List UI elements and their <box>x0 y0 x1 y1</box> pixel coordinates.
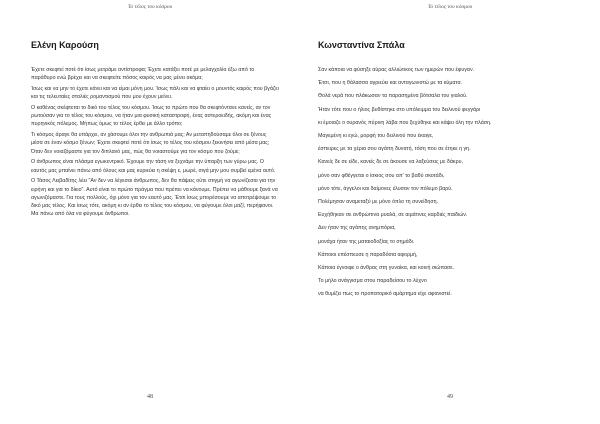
poem-line: Κανείς δε σε είδε, κανείς δε σε άκουσε να λαξεύσεις με δάκρυ, <box>318 159 463 166</box>
poem-line: Κάποια έγνοιφε ο άνθρας στη γυναίκα, και κοινή σιώπασε. <box>318 265 455 272</box>
poem-line: Κάποιοι επέσπευσε η παραδόσια αφορμή, <box>318 251 418 258</box>
right-poem-text <box>318 66 574 304</box>
poem-line: Έτσι, που η θάλασσα αγριεύει και ανταγωνιστώ με τα κύματα. <box>318 80 462 87</box>
poem-line: κι έμοιαζε ο ουρανός πύρινη λάβα που ξεχύθηκε και κάψει όλη την πλάση. <box>318 119 492 126</box>
running-header: Το τέλος του κόσμου <box>427 4 473 10</box>
poem-line: μόνο τότε, άγγελοι και δαίμονες έλυσαν τον πόλεμο βαρύ. <box>318 185 453 192</box>
running-header: Το τέλος του κόσμου <box>127 4 173 10</box>
poem-line: μονάχα ήταν της ματαιοδοξίας το σημάδι. <box>318 238 415 245</box>
paragraph: Ο καθένας σκέφτεται το δικό του τέλος του κόσμου. Ίσως το πρώτο που θα σκεφτόντανε κανείς, αν τον ρωτούσαν για το τέλος του κόσμου, να ήταν μια φυσική καταστροφή, ένας αστεροειδής, ακόμη και ένας πυρηνικός πόλεμος. Μήπως όμως το τέλος έρθει με άλλο τρόπο; <box>31 105 272 128</box>
paragraph: Τι κόσμος άραγε θα υπάρχει, αν χάσουμε όλοι την ανθρωπιά μας; Αν μεταπηδούσαμε όλοι σε ξένους μέσα σε έναν κόσμο ξένων; Έχετε σκεφτεί ποτέ ότι ίσως το τέλος του κόσμου ξεκινήσει από μέσα μας; Όταν δεν νοιαζόμαστε για τον διπλανό μας, πώς θα νοιαστούμε για τον κόσμο που ζούμε; <box>31 132 270 155</box>
poem-line: έσπειρες με τα χέρια σου αγάπη δυνατή, τόση που σε έτηκε η γη. <box>318 146 471 153</box>
poem-line: Ήταν τότε που ο ήλιος βυθίστηκε στο υπόλειμμα του δειλινού φεγγάρι <box>318 106 481 113</box>
paragraph: Ο άνθρωπος είναι πλάσμα εγωκεντρικό. Έχουμε την τάση να ξεχνάμε την ύπαρξη των γύρω μας. Ο εαυτός μας μπαίνει πάνω από όλους και μας κυριεύει η σκέψη ε, μωρέ, σιγά μην μου συμβεί εμένα αυτό. <box>31 159 276 174</box>
right-page <box>300 0 600 424</box>
poem-line: μόνο σαν φθέγγεται ο ίσκιος σου απ' το βαθύ σκοτάδι, <box>318 172 445 179</box>
poem-line: Το μήλο ανάγγισμα στου παραδείσου το λύχνο <box>318 278 427 285</box>
paragraph: Ίσως και να μην το έχετε κάνει και να είμαι μόνη μου. Ίσως πάλι και να φταίει ο μουντός καιρός που βγάζει και τις τελευταίες σταλιές ρομαντισμού που μου έχουν μείνει. <box>31 86 279 101</box>
paragraph: Ο Τάσος Λειβαδίτης λέει "Αν δεν να λέγεσαι άνθρωπος, δεν θα πάψεις ούτε στιγμή να αγωνίζεσαι για την ειρήνη και για το δίκιο". Αυτό είναι το πρώτο πράγμα που πρέπει να κάνουμε. Πρέπει να μάθουμε ξανά να αγωνιζόμαστε. Για τους πολλούς, όχι μόνο για τον εαυτό μας. Έτσι ίσως μπορέσουμε να αποτρέψουμε το δικό μας τέλος. Και ίσως τότε, ακόμη κι αν έρθει το τέλος του κόσμου, να φύγουμε όλοι μαζί, περήφανοι. Μα πάνω από όλα να φύγουμε άνθρωποι. <box>31 178 278 218</box>
page-number: 48 <box>147 394 153 400</box>
poem-line: να θυμίζει πως το προπατορικό αμάρτημα είχε αφανιστεί. <box>318 291 452 298</box>
author-title: Κωνσταντίνα Σπάλα <box>318 40 405 50</box>
paragraph: Έχετε σκεφτεί ποτέ ότι ίσως μετράμε αντίστροφα; Έχετε κατάξει ποτέ με μελαγχολία έξω από το παράθυρο ενώ βρέχει και να σκεφτείτε πόσος καιρός να μας μένει ακόμα; <box>31 67 255 82</box>
poem-line: Δεν ήταν της αγάπης ανημπόρια, <box>318 225 396 232</box>
author-title: Ελένη Καρούση <box>31 40 99 50</box>
poem-line: Μαγεμένη κι εγώ, μορφή του δειλινού που έκαιγε, <box>318 133 434 140</box>
poem-line: Σαν κάποια να φύσηξε αύρας αλλιώτικος των ημερών που έφυγαν. <box>318 67 475 73</box>
poem-line: Ευχήθηκαν σε ανθρώπινα μυαλά, σε αιμάτινες καρδιές παιδιών. <box>318 212 468 219</box>
page-number: 49 <box>447 394 453 400</box>
poem-line: Θολά νερά που πλάκωσαν τα παρασημένα βότσαλα του γιαλού. <box>318 93 468 100</box>
poem-line: Πολέμησαν αναμεταξύ με μόνο όπλο τη συνείδηση. <box>318 199 439 206</box>
left-body-text <box>31 66 279 221</box>
